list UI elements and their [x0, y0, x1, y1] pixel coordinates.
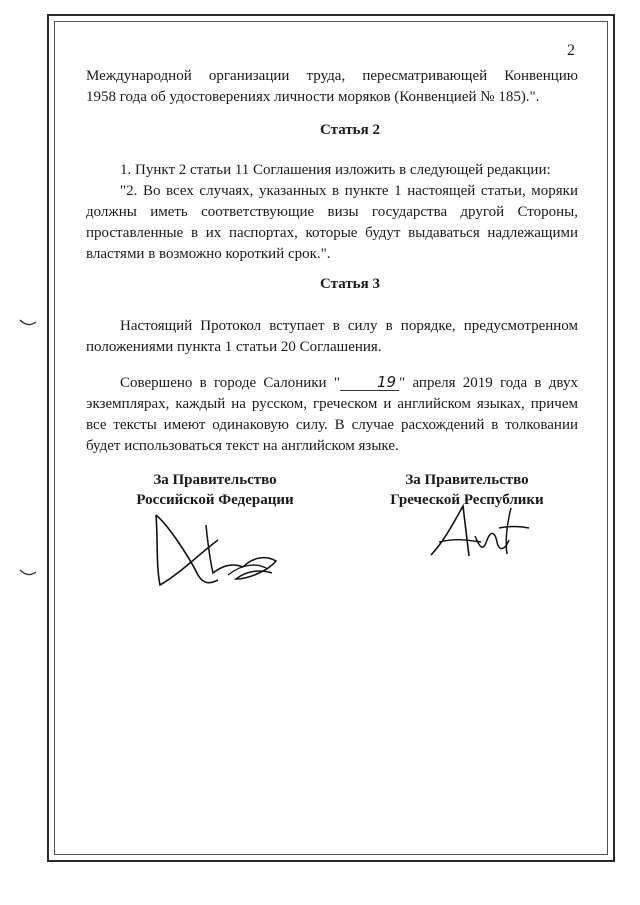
done-prefix: Совершено в городе Салоники "	[120, 375, 340, 391]
text-line: экземплярах, каждый на русском, греческом и английском языках, причем	[86, 396, 578, 412]
handwritten-day: 19	[340, 374, 399, 391]
text-line: проставленные в их паспортах, которые будут выдаваться надлежащими	[86, 225, 578, 241]
signature-label-line2: Греческой Республики	[390, 492, 544, 508]
text-line: Настоящий Протокол вступает в силу в порядке, предусмотренном	[120, 318, 578, 334]
text-line: будет использоваться текст на английском языке.	[86, 438, 399, 454]
article-3-para-1	[86, 316, 578, 358]
binder-mark	[18, 316, 38, 330]
done-suffix: " апреля 2019 года в двух	[399, 375, 578, 391]
article-2-para-1	[86, 160, 578, 181]
signature-block-russia	[120, 470, 310, 510]
text-line: 1958 года об удостоверениях личности моряков (Конвенцией № 185).".	[86, 89, 540, 105]
signature-label-line1: За Правительство	[153, 472, 277, 488]
article-2-para-2	[86, 181, 578, 265]
text-line: положениями пункта 1 статьи 20 Соглашения.	[86, 339, 382, 355]
text-line: властями в возможно короткий срок.".	[86, 246, 331, 262]
signature-label-line1: За Правительство	[405, 472, 529, 488]
signature-russia	[148, 505, 283, 595]
done-paragraph	[86, 373, 578, 457]
signature-label-line2: Российской Федерации	[136, 492, 294, 508]
text-line	[86, 373, 578, 394]
text-line: все тексты имеют одинаковую силу. В случае расхождений в толковании	[86, 417, 578, 433]
article-2-title: Статья 2	[320, 122, 380, 138]
text-line: Международной организации труда, пересматривающей Конвенцию	[86, 68, 578, 84]
page-number: 2	[567, 42, 575, 59]
text-line: должны иметь соответствующие визы государства другой Стороны,	[86, 204, 578, 220]
article-3-title: Статья 3	[320, 276, 380, 292]
text-line: 1. Пункт 2 статьи 11 Соглашения изложить в следующей редакции:	[120, 162, 551, 178]
intro-paragraph	[86, 66, 578, 108]
signature-greece	[425, 500, 535, 565]
text-line: "2. Во всех случаях, указанных в пункте 1 настоящей статьи, моряки	[120, 183, 578, 199]
binder-mark	[18, 566, 38, 580]
